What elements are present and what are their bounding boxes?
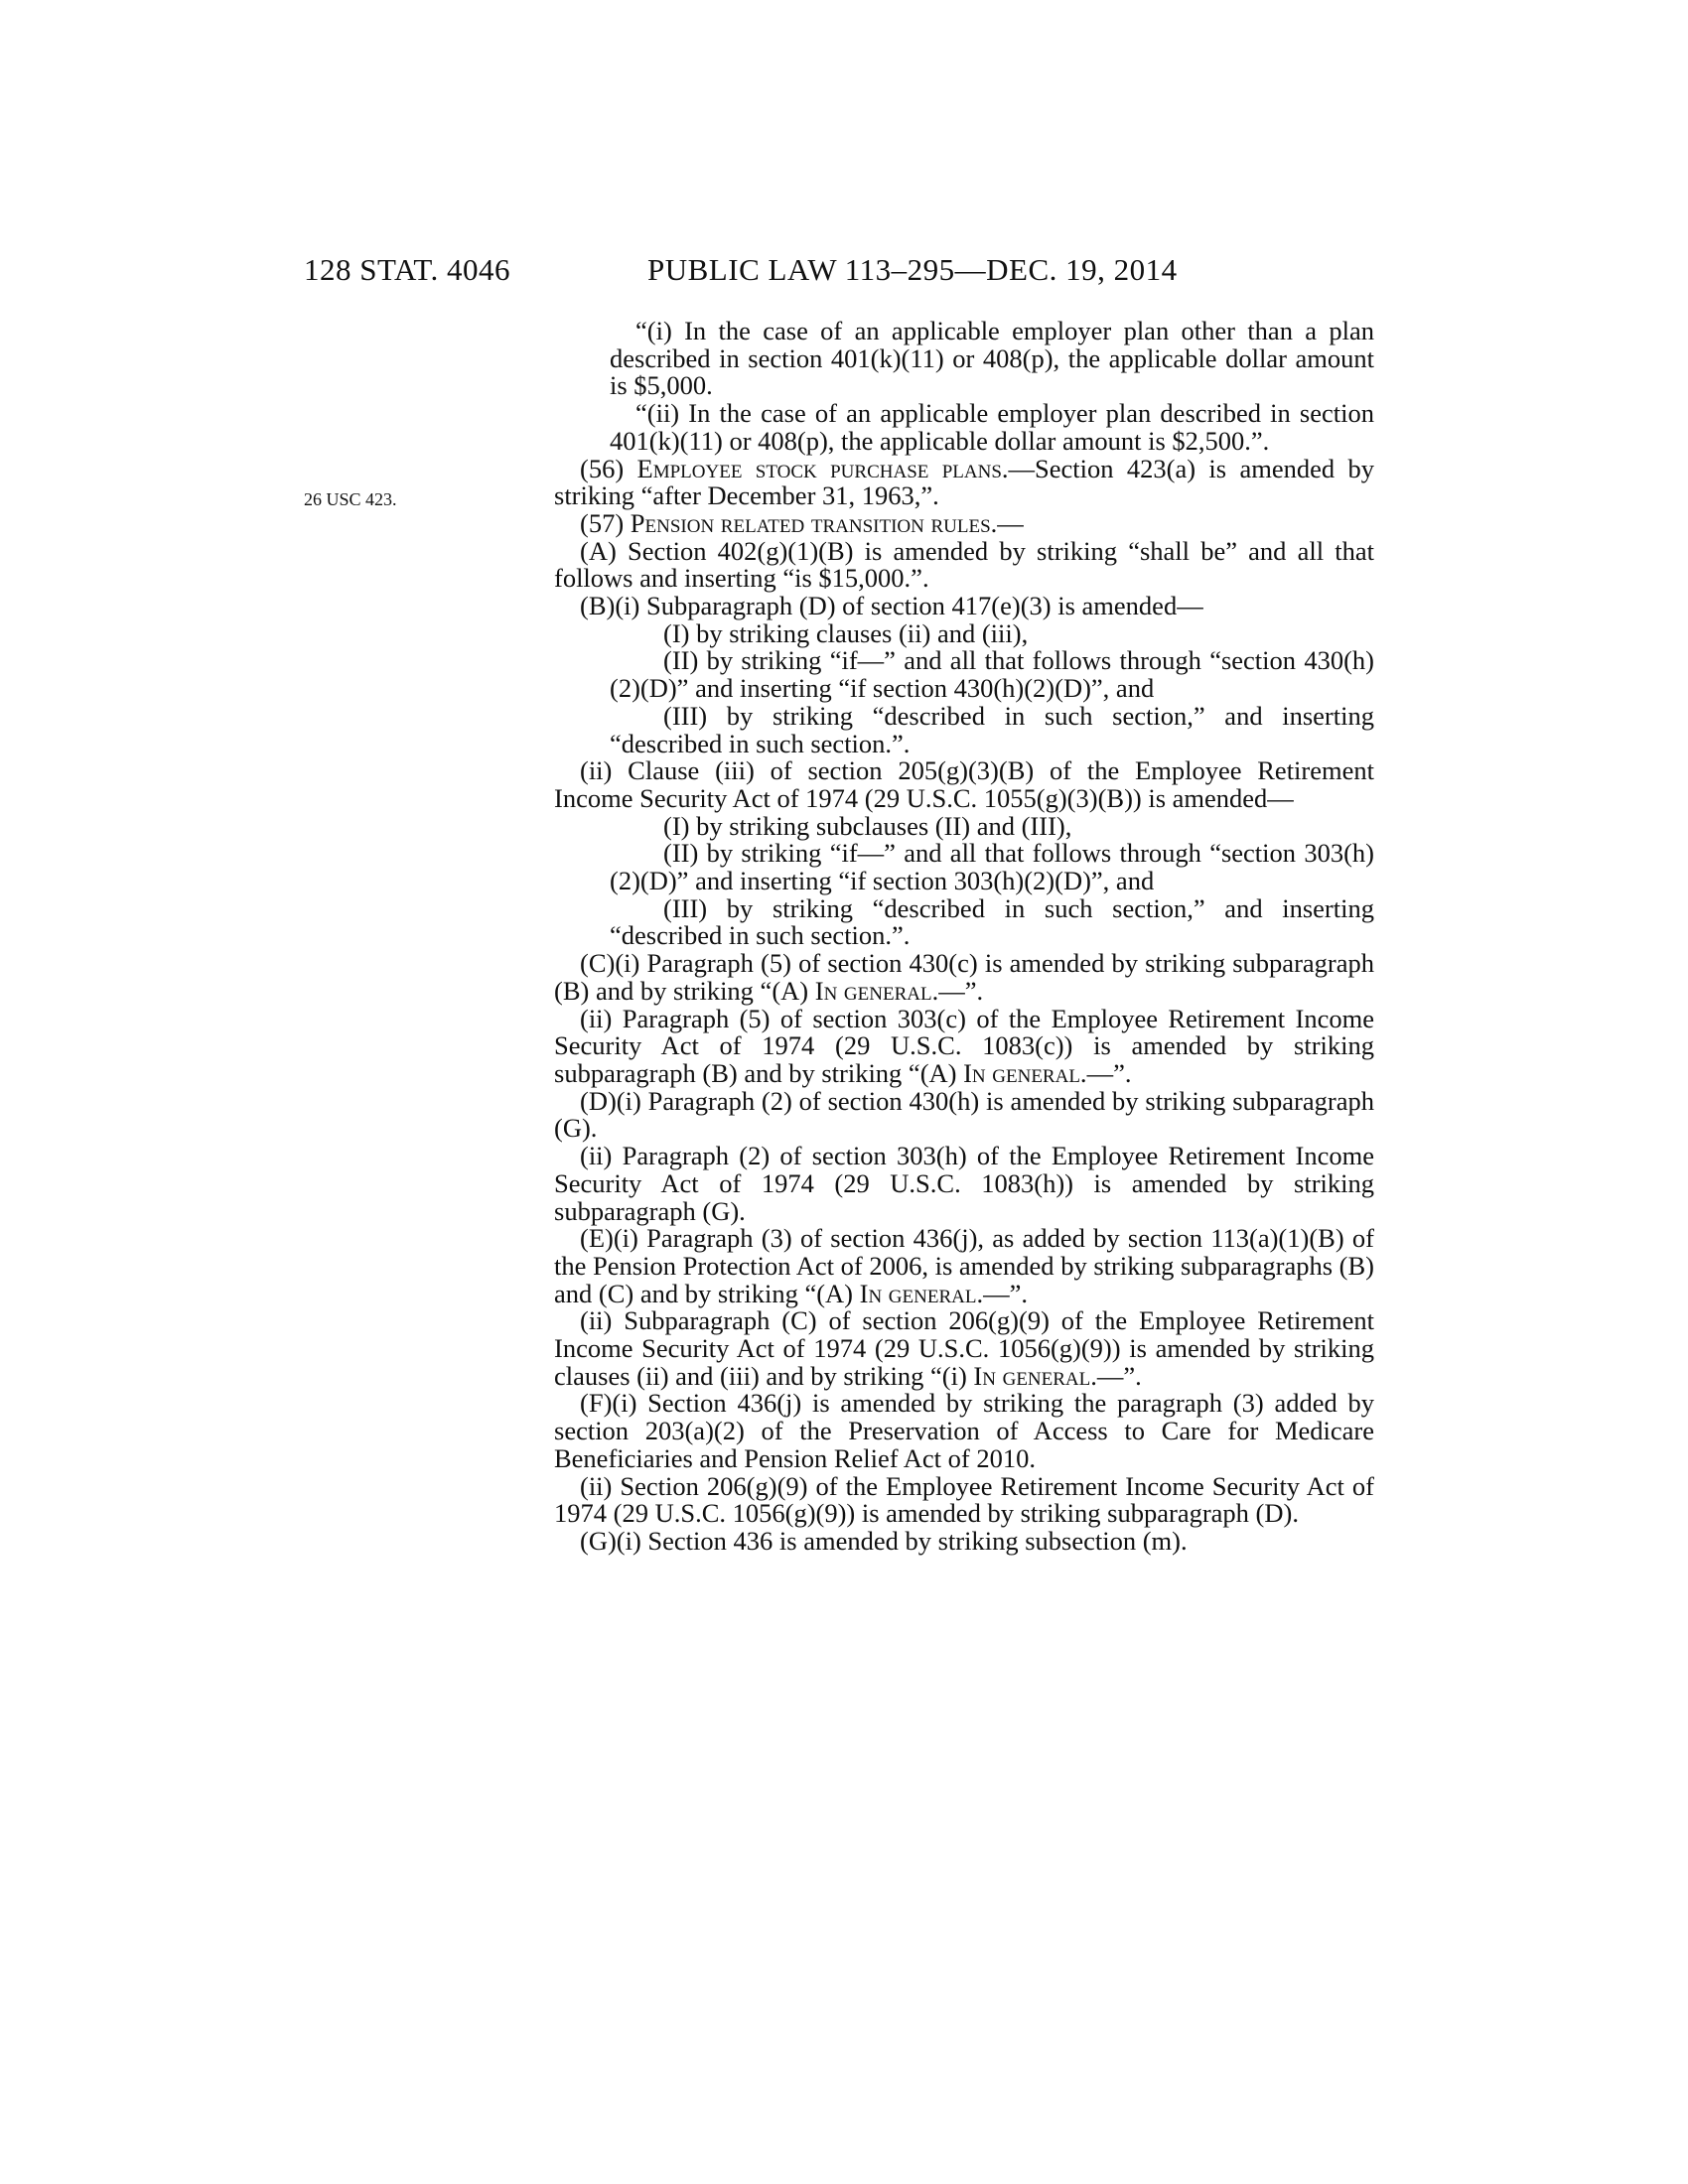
statute-page-reference: 128 STAT. 4046	[304, 252, 511, 287]
subclause-b-ii-3: (III) by striking “described in such section,” and inserting “described in such section.”.	[610, 892, 1374, 951]
subclause-b-ii-2: (II) by striking “if—” and all that follows through “section 303(h)(2)(D)” and inserting “if section 303(h)(2)(D)”, and	[610, 838, 1374, 896]
subparagraph-g-i: (G)(i) Section 436 is amended by striking subsection (m).	[580, 1525, 1188, 1556]
subparagraph-a: (A) Section 402(g)(1)(B) is amended by striking “shall be” and all that follows and inserting “is $15,000.”.	[554, 535, 1374, 594]
public-law-title: PUBLIC LAW 113–295—DEC. 19, 2014	[647, 252, 1178, 287]
subparagraph-e-i	[554, 1225, 1374, 1307]
paragraph-heading: Pension related transition rules.	[630, 507, 998, 538]
text-segment: —”.	[1096, 1360, 1142, 1391]
subparagraph-c-ii	[554, 1003, 1374, 1088]
subclause-b-ii-1: (I) by striking subclauses (II) and (III),	[663, 810, 1072, 841]
subparagraph-f-ii: (ii) Section 206(g)(9) of the Employee Retirement Income Security Act of 1974 (29 U.S.C. 1056(g)(9)) is amended by striking subparagraph (D).	[554, 1470, 1374, 1529]
subparagraph-c-i	[554, 950, 1374, 1005]
paragraph-57	[554, 507, 1374, 538]
text-segment: (ii) Subparagraph (C) of section 206(g)(9) of the Employee Retirement Income Security Act of 1974 (29 U.S.C. 1056(g)(9)) is amended by striking clauses (ii) and (iii) and by striking “(i)	[554, 1305, 1374, 1391]
text-segment: (ii) Paragraph (5) of section 303(c) of the Employee Retirement Income Security Act of 1974 (29 U.S.C. 1083(c)) is amended by striking subparagraph (B) and by striking “(A)	[554, 1003, 1374, 1088]
subclause-b-i-2: (II) by striking “if—” and all that follows through “section 430(h)(2)(D)” and inserting “if section 430(h)(2)(D)”, and	[610, 645, 1374, 704]
subparagraph-b-ii: (ii) Clause (iii) of section 205(g)(3)(B) of the Employee Retirement Income Security Act of 1974 (29 U.S.C. 1055(g)(3)(B)) is amended—	[554, 755, 1374, 813]
subclause-b-i-1: (I) by striking clauses (ii) and (iii),	[663, 617, 1029, 648]
small-caps-heading: In general.	[973, 1360, 1097, 1391]
statute-body	[554, 318, 1374, 1556]
small-caps-heading: In general.	[963, 1057, 1087, 1088]
clause-ii-2500: “(ii) In the case of an applicable employer plan described in section 401(k)(11) or 408(p), the applicable dollar amount is $2,500.”.	[610, 398, 1374, 456]
subclause-b-i-3: (III) by striking “described in such section,” and inserting “described in such section.”.	[610, 700, 1374, 758]
subparagraph-f-i: (F)(i) Section 436(j) is amended by striking the paragraph (3) added by section 203(a)(2) of the Preservation of Access to Care for Medicare Beneficiaries and Pension Relief Act of 2010.	[554, 1388, 1374, 1473]
paragraph-56	[554, 453, 1374, 511]
paragraph-text: —Section 423(a) is amended by striking “after December 31, 1963,”.	[554, 453, 1374, 511]
paragraph-heading: Employee stock purchase plans.	[636, 453, 1009, 483]
subparagraph-b-i: (B)(i) Subparagraph (D) of section 417(e)(3) is amended—	[580, 591, 1203, 621]
small-caps-heading: In general.	[814, 975, 939, 1006]
text-segment: (E)(i) Paragraph (3) of section 436(j), as added by section 113(a)(1)(B) of the Pension Protection Act of 2006, is amended by striking subparagraphs (B) and (C) and by striking “(A)	[554, 1223, 1374, 1308]
text-segment: —”.	[1086, 1057, 1132, 1088]
paragraph-number: (56)	[580, 453, 625, 483]
page-header	[0, 252, 1688, 292]
paragraph-text: —	[997, 507, 1024, 538]
subparagraph-d-ii: (ii) Paragraph (2) of section 303(h) of the Employee Retirement Income Security Act of 1974 (29 U.S.C. 1083(h)) is amended by striking subparagraph (G).	[554, 1141, 1374, 1226]
subparagraph-d-i: (D)(i) Paragraph (2) of section 430(h) is amended by striking subparagraph (G).	[554, 1085, 1374, 1144]
subparagraph-e-ii	[554, 1307, 1374, 1390]
text-segment: —”.	[983, 1278, 1028, 1308]
margin-note-usc: 26 USC 423.	[304, 489, 397, 509]
text-segment: —”.	[938, 975, 984, 1006]
paragraph-number: (57)	[580, 507, 625, 538]
small-caps-heading: In general.	[859, 1278, 984, 1308]
clause-i-5000: “(i) In the case of an applicable employer plan other than a plan described in section 401(k)(11) or 408(p), the applicable dollar amount is $5,000.	[610, 316, 1374, 401]
text-segment: (C)(i) Paragraph (5) of section 430(c) is amended by striking subparagraph (B) and by striking “(A)	[554, 948, 1374, 1006]
